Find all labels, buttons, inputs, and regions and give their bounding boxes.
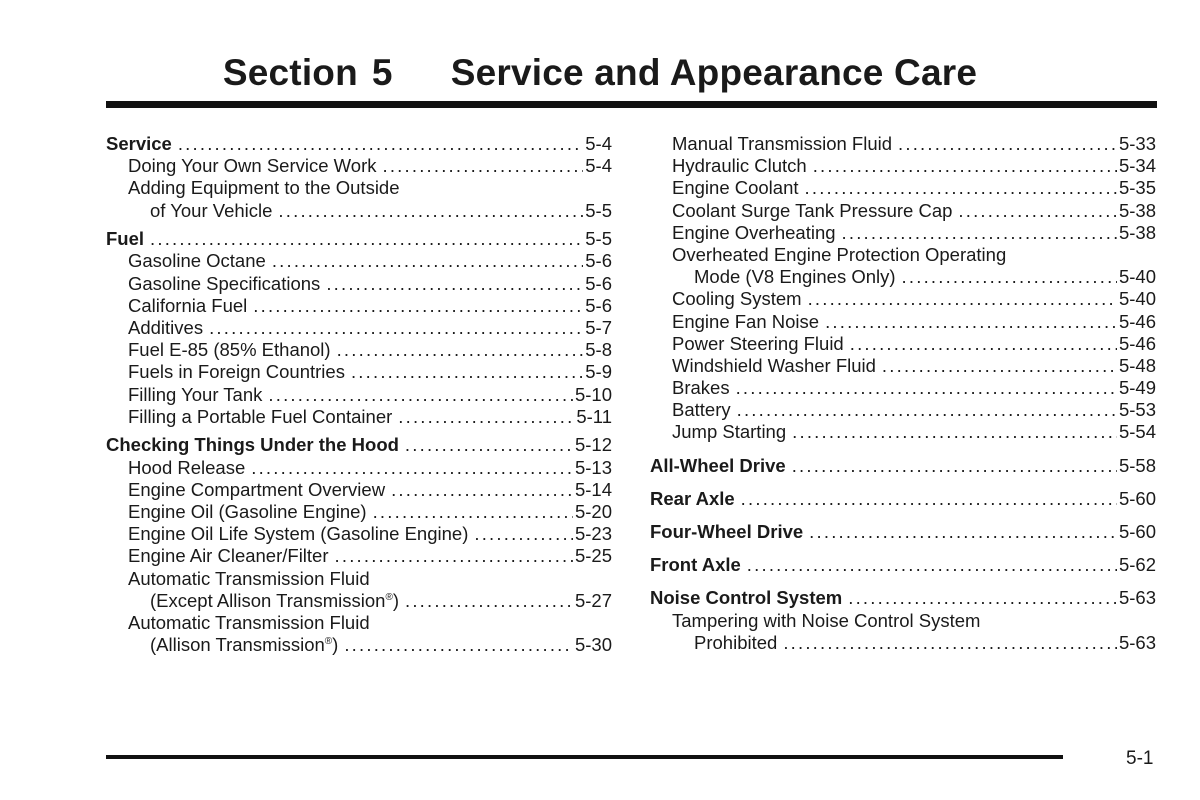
toc-entry[interactable] [106,523,612,545]
toc-page-ref: 5-12 [574,434,612,456]
toc-heading[interactable] [650,521,1156,543]
dot-leader [850,333,1117,355]
toc-entry-title: Filling Your Tank [128,383,263,405]
toc-entry[interactable] [650,288,1156,310]
toc-entry[interactable] [650,355,1156,377]
toc-entry-title: Gasoline Specifications [128,272,321,294]
toc-page-ref: 5-62 [1118,554,1156,576]
dot-leader [741,488,1117,510]
dot-leader [150,228,583,250]
dot-leader [373,501,573,523]
dot-leader [405,434,573,456]
toc-page-ref: 5-54 [1118,421,1156,443]
dot-leader [344,634,573,656]
dot-leader [351,361,583,383]
toc-heading[interactable] [106,228,612,250]
toc-page-ref: 5-7 [585,317,612,338]
toc-entry-title: Windshield Washer Fluid [672,354,876,376]
toc-entry-title: Four-Wheel Drive [650,521,804,542]
toc-page-ref: 5-27 [574,589,612,611]
dot-leader [882,355,1117,377]
toc-heading[interactable] [650,488,1156,510]
toc-entry[interactable] [650,155,1156,177]
toc-entry-title: Automatic Transmission Fluid [128,567,370,589]
dot-leader [842,222,1117,244]
toc-entry[interactable] [106,273,612,295]
toc-entry[interactable] [650,200,1156,222]
toc-entry[interactable] [106,339,612,361]
toc-entry-title: Brakes [672,377,730,399]
toc-page-ref: 5-63 [1118,587,1156,609]
registered-mark: ® [324,635,333,647]
toc-entry-title: (Except Allison Transmission®) [150,589,399,611]
toc-entry[interactable] [650,177,1156,199]
toc-entry-title: Checking Things Under the Hood [106,434,399,456]
dot-leader [383,155,584,177]
toc-entry-title: Cooling System [672,288,802,310]
toc-entry[interactable] [106,200,612,222]
toc-page-ref: 5-11 [576,405,612,427]
toc-page-ref: 5-34 [1118,155,1156,177]
dot-leader [813,155,1117,177]
dot-leader [898,133,1117,155]
toc-heading[interactable] [650,587,1156,609]
toc-entry[interactable] [650,399,1156,421]
toc-page-ref: 5-60 [1118,487,1156,509]
toc-entry-title: Engine Compartment Overview [128,478,386,500]
toc-page-ref: 5-49 [1118,377,1156,399]
toc-page-ref: 5-46 [1118,310,1156,332]
dot-leader [405,590,573,612]
toc-page-ref: 5-20 [574,501,612,522]
toc-heading[interactable] [106,133,612,155]
registered-mark: ® [385,591,393,603]
toc-entry[interactable] [106,568,612,590]
toc-page-ref: 5-48 [1118,354,1156,376]
toc-page-ref: 5-40 [1118,288,1156,310]
toc-heading[interactable] [106,434,612,456]
dot-leader [326,273,583,295]
toc-page-ref: 5-58 [1118,454,1156,476]
toc-page-ref: 5-6 [585,250,612,272]
toc-entry-title: Adding Equipment to the Outside [128,177,400,199]
toc-entry[interactable] [106,250,612,272]
toc-entry[interactable] [106,457,612,479]
toc-page-ref: 5-25 [574,545,612,567]
dot-leader [398,406,574,428]
toc-page-ref: 5-9 [585,361,612,383]
dot-leader [783,632,1117,654]
toc-entry-title: Engine Oil Life System (Gasoline Engine) [128,523,469,545]
toc-entry-title: All-Wheel Drive [650,454,786,476]
toc-page-ref: 5-5 [585,199,612,221]
toc-entry[interactable] [106,155,612,177]
toc-entry-title: Engine Oil (Gasoline Engine) [128,501,367,522]
toc-page-ref: 5-5 [585,228,612,250]
toc-page-ref: 5-23 [574,523,612,545]
toc-entry[interactable] [650,333,1156,355]
toc-entry[interactable] [650,421,1156,443]
toc-entry-title: Tampering with Noise Control System [672,609,981,631]
toc-page-ref: 5-33 [1118,133,1156,154]
toc-page-ref: 5-35 [1118,177,1156,199]
toc-entry-title: Power Steering Fluid [672,332,844,354]
toc-column-left [106,133,612,656]
toc-page-ref: 5-14 [574,478,612,500]
toc-page-ref: 5-6 [585,272,612,294]
toc-heading[interactable] [650,554,1156,576]
dot-leader [335,545,573,567]
toc-entry-title: Filling a Portable Fuel Container [128,405,393,427]
toc-entry-title: Overheated Engine Protection Operating [672,243,1007,265]
toc-entry[interactable] [650,222,1156,244]
toc-entry-title: Fuel E-85 (85% Ethanol) [128,339,331,361]
toc-page-ref: 5-4 [585,155,612,177]
toc-entry[interactable] [106,406,612,428]
toc-entry[interactable] [106,545,612,567]
dot-leader [337,339,584,361]
toc-entry[interactable] [106,612,612,634]
toc-entry[interactable] [106,317,612,339]
toc-entry-title: Doing Your Own Service Work [128,155,377,177]
dot-leader [253,295,583,317]
toc-entry[interactable] [106,501,612,523]
toc-entry-title: Battery [672,399,731,421]
toc-entry-title: Coolant Surge Tank Pressure Cap [672,199,953,221]
dot-leader [747,554,1117,576]
dot-leader [391,479,573,501]
dot-leader [268,384,573,406]
dot-leader [251,457,573,479]
dot-leader [808,288,1117,310]
toc-entry-title: Fuel [106,228,145,250]
toc-entry-title: California Fuel [128,294,248,316]
toc-page-ref: 5-53 [1118,399,1156,421]
toc-entry-title: Automatic Transmission Fluid [128,611,370,633]
dot-leader [736,377,1117,399]
toc-page-ref: 5-8 [585,339,612,361]
page-number: 5-1 [1126,748,1154,769]
dot-leader [792,421,1117,443]
toc-page-ref: 5-13 [574,456,612,478]
dot-leader [792,455,1117,477]
toc-page-ref: 5-30 [574,634,612,656]
toc-entry-title: Front Axle [650,554,741,576]
toc-entry-title: Hood Release [128,456,246,478]
toc-entry-title: Rear Axle [650,487,735,509]
toc-entry[interactable] [650,632,1156,654]
dot-leader [809,521,1117,543]
toc-column-right [650,133,1156,654]
toc-entry[interactable] [106,361,612,383]
dot-leader [178,133,583,155]
toc-page-ref: 5-46 [1118,332,1156,354]
toc-page-ref: 5-40 [1118,266,1156,288]
toc-entry[interactable] [650,610,1156,632]
toc-entry[interactable] [650,311,1156,333]
toc-entry[interactable] [106,384,612,406]
toc-entry-title: (Allison Transmission®) [150,634,339,656]
toc-entry-title: Gasoline Octane [128,250,266,272]
toc-entry[interactable] [106,479,612,501]
page-title [0,52,1200,94]
toc-entry[interactable] [106,295,612,317]
toc-page-ref: 5-4 [585,133,612,154]
toc-entry-title: Engine Fan Noise [672,310,820,332]
dot-leader [848,587,1117,609]
toc-page-ref: 5-10 [574,383,612,405]
dot-leader [805,177,1117,199]
toc-entry-title: Engine Overheating [672,221,836,243]
toc-entry-title: Additives [128,317,204,338]
dot-leader [474,523,573,545]
toc-entry-title: Noise Control System [650,587,843,609]
toc-entry-title: Service [106,133,172,154]
dot-leader [209,317,583,339]
dot-leader [902,266,1117,288]
toc-entry-title: Hydraulic Clutch [672,155,807,177]
dot-leader [825,311,1117,333]
section-label: Section [222,52,358,93]
toc-entry-title: Engine Air Cleaner/Filter [128,545,329,567]
toc-entry[interactable] [650,377,1156,399]
dot-leader [737,399,1117,421]
toc-heading[interactable] [650,455,1156,477]
dot-leader [958,200,1117,222]
toc-entry[interactable] [650,266,1156,288]
dot-leader [272,250,583,272]
toc-page-ref: 5-6 [585,294,612,316]
toc-entry-title: Jump Starting [672,421,787,443]
toc-entry[interactable] [106,634,612,656]
toc-entry-title: Engine Coolant [672,177,799,199]
section-number: 5 [371,52,393,93]
toc-entry[interactable] [650,133,1156,155]
toc-page-ref: 5-63 [1118,631,1156,653]
section-title: Service and Appearance Care [450,52,978,93]
footer-rule [106,755,1063,759]
toc-entry-title: Manual Transmission Fluid [672,133,893,154]
toc-entry[interactable] [106,590,612,612]
toc-entry-title: of Your Vehicle [150,199,273,221]
dot-leader [278,200,583,222]
toc-entry-title: Mode (V8 Engines Only) [694,266,896,288]
toc-entry-title: Fuels in Foreign Countries [128,361,345,383]
toc-page-ref: 5-38 [1118,221,1156,243]
toc-page-ref: 5-38 [1118,199,1156,221]
header-rule [106,101,1157,108]
toc-entry-title: Prohibited [694,631,778,653]
toc-entry[interactable] [650,244,1156,266]
toc-page-ref: 5-60 [1118,521,1156,542]
toc-entry[interactable] [106,177,612,199]
